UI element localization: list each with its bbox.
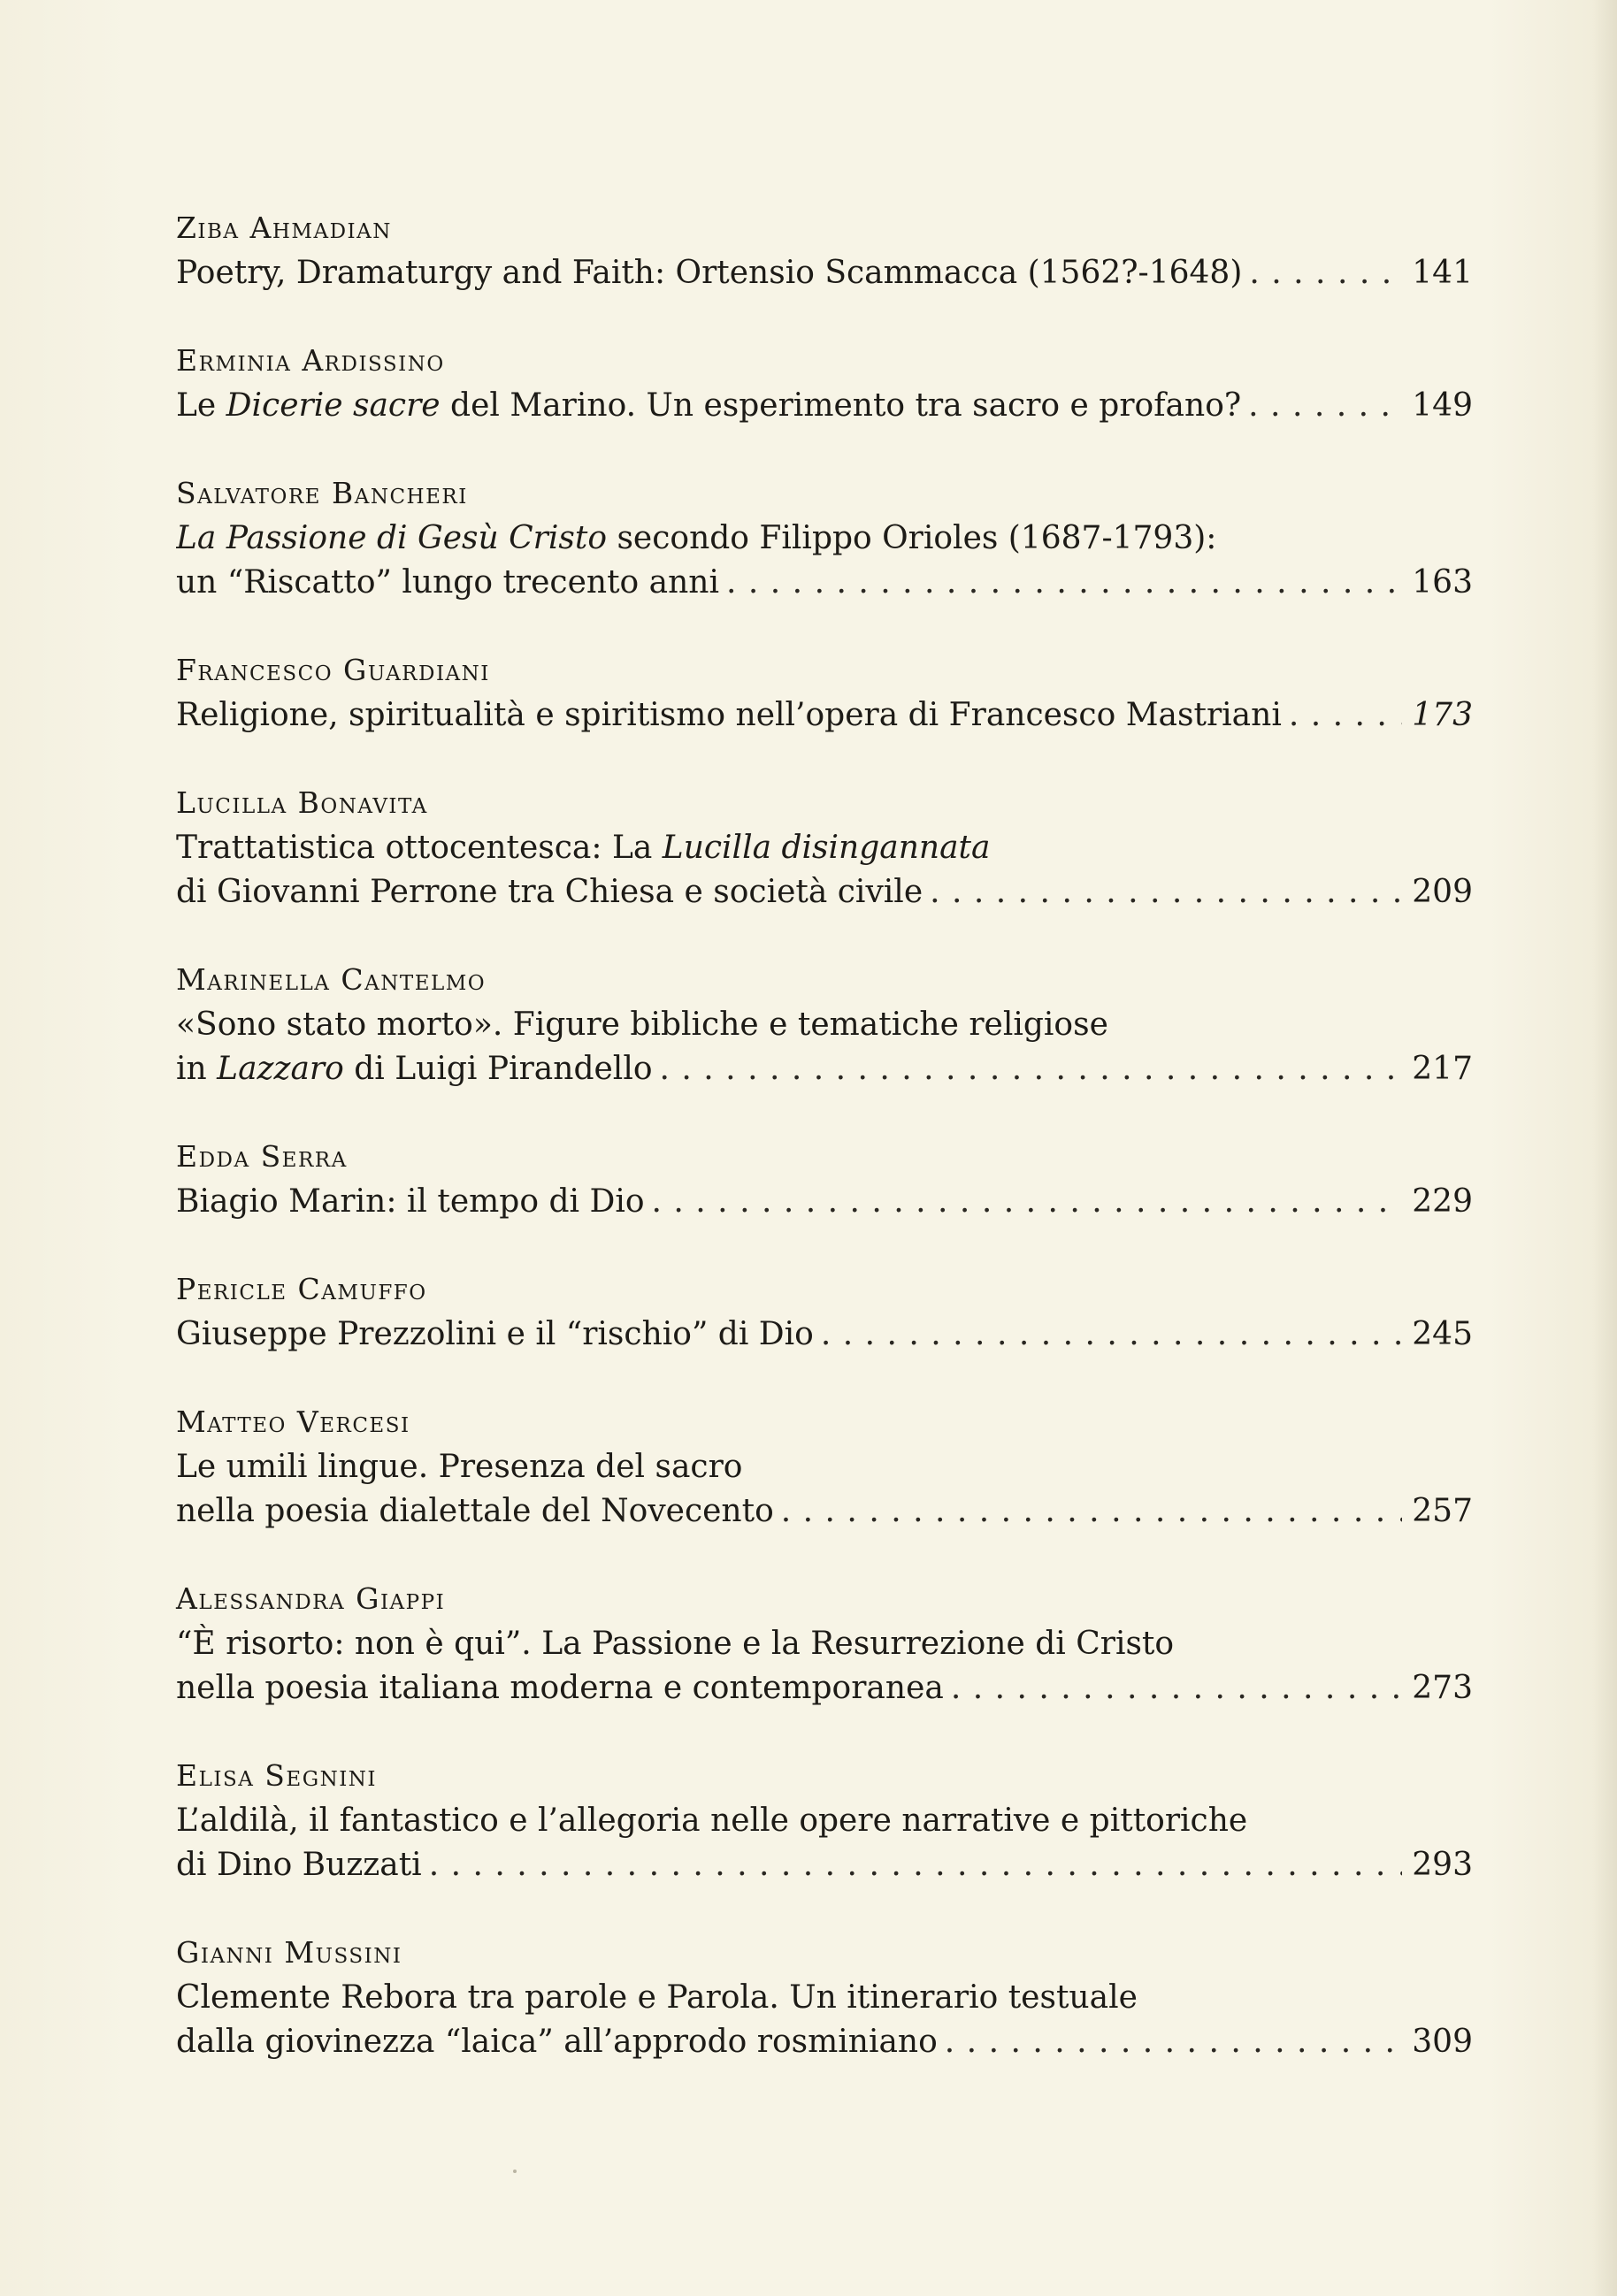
paper-speck (513, 2170, 517, 2173)
entry-title-line (176, 2020, 1473, 2064)
entry-title-italic: Lazzaro (217, 1051, 344, 1087)
page-edge-shadow (1592, 0, 1617, 2296)
entry-title-part: di Luigi Pirandello (343, 1051, 653, 1087)
entry-title-italic: Dicerie sacre (226, 387, 441, 424)
entry-title-part: Trattatistica ottocentesca: La (176, 830, 663, 866)
entry-title-line (176, 1843, 1473, 1887)
dot-leader (726, 561, 1402, 605)
entry-page-number: 141 (1412, 255, 1473, 291)
toc-entry (176, 1399, 1473, 1534)
entry-title-line (176, 1047, 1473, 1091)
entry-page-number: 245 (1412, 1316, 1473, 1352)
entry-title-italic: Lucilla disingannata (662, 830, 991, 866)
entry-author: Salvatore Bancheri (176, 476, 468, 510)
entry-title: dalla giovinezza “laica” all’approdo rosminiano (176, 2024, 938, 2060)
dot-leader (660, 1047, 1402, 1091)
table-of-contents (176, 205, 1473, 2107)
dot-leader (781, 1489, 1402, 1534)
toc-entry (176, 205, 1473, 295)
toc-entry (176, 338, 1473, 428)
dot-leader (429, 1843, 1402, 1887)
toc-entry (176, 1267, 1473, 1357)
entry-page-number: 209 (1412, 874, 1473, 910)
entry-title: Religione, spiritualità e spiritismo nell’opera di Francesco Mastriani (176, 697, 1282, 733)
entry-page-number: 149 (1412, 387, 1473, 424)
entry-author: Francesco Guardiani (176, 653, 490, 687)
entry-author: Elisa Segnini (176, 1758, 377, 1793)
toc-entry (176, 1134, 1473, 1224)
entry-title-first-line: «Sono stato morto». Figure bibliche e tematiche religiose (176, 1006, 1108, 1043)
entry-title-line (176, 1489, 1473, 1534)
entry-page-number: 229 (1412, 1183, 1473, 1220)
entry-title-first-line: L’aldilà, il fantastico e l’allegoria nelle opere narrative e pittoriche (176, 1802, 1248, 1839)
entry-author: Pericle Camuffo (176, 1272, 427, 1306)
dot-leader (930, 870, 1402, 915)
toc-entry (176, 1930, 1473, 2064)
entry-title-line (176, 693, 1473, 738)
entry-title-line (176, 384, 1473, 428)
entry-page-number: 257 (1412, 1493, 1473, 1529)
entry-title-line (176, 561, 1473, 605)
toc-entry (176, 1753, 1473, 1887)
dot-leader (951, 1666, 1402, 1711)
entry-author: Gianni Mussini (176, 1935, 402, 1970)
toc-entry (176, 957, 1473, 1091)
entry-title-line (176, 870, 1473, 915)
entry-title-first-line: Clemente Rebora tra parole e Parola. Un itinerario testuale (176, 1979, 1138, 2016)
dot-leader (1249, 251, 1402, 295)
entry-author: Lucilla Bonavita (176, 785, 428, 820)
toc-entry (176, 647, 1473, 738)
entry-author: Marinella Cantelmo (176, 962, 487, 997)
entry-title-italic: La Passione di Gesù Cristo (176, 520, 608, 556)
dot-leader (1248, 384, 1402, 428)
entry-page-number: 173 (1412, 697, 1473, 733)
entry-title-line (176, 1180, 1473, 1224)
entry-author: Alessandra Giappi (176, 1581, 446, 1616)
entry-author: Edda Serra (176, 1139, 348, 1174)
entry-page-number: 217 (1412, 1051, 1473, 1087)
entry-page-number: 163 (1412, 564, 1473, 601)
toc-entry (176, 471, 1473, 605)
dot-leader (945, 2020, 1402, 2064)
entry-title-first-line: Le umili lingue. Presenza del sacro (176, 1449, 743, 1485)
entry-title: un “Riscatto” lungo trecento anni (176, 564, 720, 601)
entry-title: di Giovanni Perrone tra Chiesa e società civile (176, 874, 923, 910)
entry-title-first-line (176, 517, 1473, 561)
entry-title-part: secondo Filippo Orioles (1687-1793): (607, 520, 1217, 556)
entry-title-part: in (176, 1051, 218, 1087)
entry-page-number: 273 (1412, 1670, 1473, 1706)
entry-author: Matteo Vercesi (176, 1404, 410, 1439)
dot-leader (821, 1313, 1402, 1357)
dot-leader (1289, 693, 1402, 738)
entry-title-part: Le (176, 387, 226, 424)
entry-title: nella poesia italiana moderna e contemporanea (176, 1670, 944, 1706)
dot-leader (652, 1180, 1402, 1224)
entry-author: Ziba Ahmadian (176, 210, 392, 245)
toc-entry (176, 780, 1473, 915)
entry-title-line (176, 251, 1473, 295)
entry-author: Erminia Ardissino (176, 343, 445, 378)
entry-title: Poetry, Dramaturgy and Faith: Ortensio Scammacca (1562?-1648) (176, 255, 1243, 291)
entry-title-line (176, 1666, 1473, 1711)
entry-title-first-line (176, 826, 1473, 870)
entry-title (176, 1047, 653, 1091)
entry-title: Giuseppe Prezzolini e il “rischio” di Dio (176, 1316, 814, 1352)
toc-entry (176, 1576, 1473, 1711)
entry-title-line (176, 1313, 1473, 1357)
entry-title (176, 384, 1241, 428)
entry-title: nella poesia dialettale del Novecento (176, 1493, 774, 1529)
entry-title: Biagio Marin: il tempo di Dio (176, 1183, 645, 1220)
entry-title-first-line: “È risorto: non è qui”. La Passione e la Resurrezione di Cristo (176, 1626, 1175, 1662)
entry-title-part: del Marino. Un esperimento tra sacro e profano? (440, 387, 1242, 424)
entry-page-number: 293 (1412, 1847, 1473, 1883)
entry-page-number: 309 (1412, 2024, 1473, 2060)
entry-title: di Dino Buzzati (176, 1847, 422, 1883)
